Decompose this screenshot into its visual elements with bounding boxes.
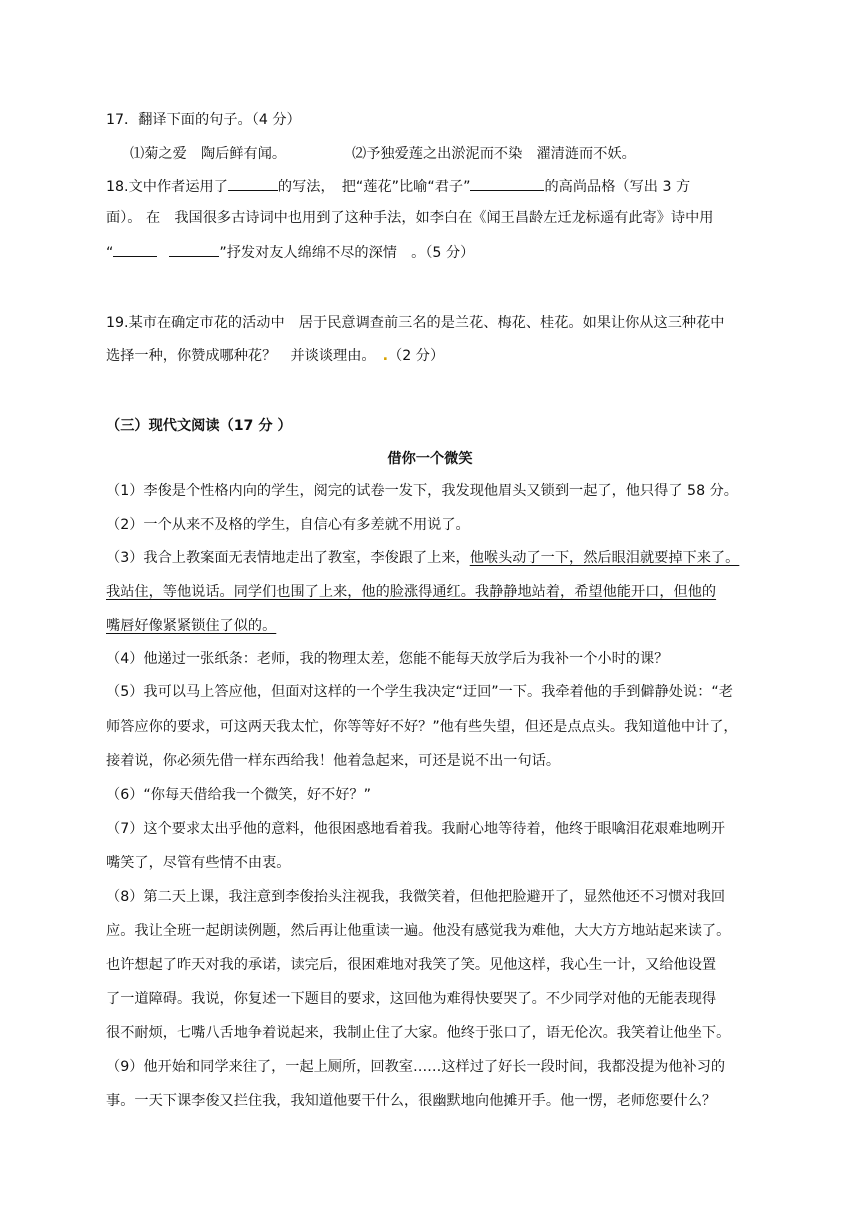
paragraph-7-line-1: （7）这个要求太出乎他的意料，他很困惑地看着我。我耐心地等待着，他终于眼噙泪花艰难地咧开 (106, 821, 726, 837)
question-18-line-1 (106, 176, 690, 197)
paragraph-4: （4）他递过一张纸条：老师，我的物理太差，您能不能每天放学后为我补一个小时的课？ (106, 651, 669, 667)
stray-mark: . (382, 348, 389, 364)
answer-blank-quality[interactable] (470, 176, 544, 191)
question-19-line-1: 19.某市在确定市花的活动中 居于民意调查前三名的是兰花、梅花、桂花。如果让你从这三种花中 (106, 315, 725, 331)
paragraph-8-line-4: 了一道障碍。我说，你复述一下题目的要求，这回他为难得快要哭了。不少同学对他的无能表现得 (106, 991, 717, 1007)
question-18-line-2: 面）。 在 我国很多古诗词中也用到了这种手法，如李白在《闻王昌龄左迁龙标遥有此寄》诗中用 (106, 210, 714, 226)
question-17-sentence-2: ⑵予独爱莲之出淤泥而不染 濯清涟而不妖。 (352, 146, 636, 162)
paragraph-3-text: （3）我合上教案面无表情地走出了教室，李俊跟了上来， (106, 550, 470, 566)
answer-blank-poem-line-1[interactable] (113, 242, 157, 257)
paragraph-1: （1）李俊是个性格内向的学生，阅完的试卷一发下，我发现他眉头又锁到一起了，他只得了 58 分。 (106, 483, 738, 499)
question-18-text-c: 的高尚品格（写出 3 方 (544, 179, 691, 195)
paragraph-6: （6）“你每天借给我一个微笑，好不好？” (106, 787, 371, 803)
paragraph-9-line-2: 事。一天下课李俊又拦住我，我知道他要干什么，很幽默地向他摊开手。他一愣，老师您要什么？ (106, 1093, 717, 1109)
paragraph-2: （2）一个从来不及格的学生，自信心有多差就不用说了。 (106, 517, 470, 533)
paragraph-8-line-2: 应。我让全班一起朗读例题，然后再让他重读一遍。他没有感觉我为难他，大大方方地站起来读了。 (106, 923, 731, 939)
paragraph-5-line-2: 师答应你的要求，可这两天我太忙，你等等好不好？”他有些失望，但还是点点头。我知道他中计了， (106, 719, 738, 735)
paragraph-8-line-5: 很不耐烦，七嘴八舌地争着说起来，我制止住了大家。他终于张口了，语无伦次。我笑着让他坐下。 (106, 1025, 731, 1041)
question-18-open-quote: “ (106, 245, 114, 261)
question-19-line-2 (106, 346, 444, 366)
paragraph-7-line-2: 嘴笑了，尽管有些情不由衷。 (106, 855, 291, 871)
answer-blank-poem-line-2[interactable] (169, 242, 219, 257)
paragraph-9-line-1: （9）他开始和同学来往了，一起上厕所，回教室……这样过了好长一段时间，我都没提为他补习的 (106, 1059, 726, 1075)
paragraph-8-line-1: （8）第二天上课，我注意到李俊抬头注视我，我微笑着，但他把脸避开了，显然他还不习惯对我回 (106, 889, 726, 905)
question-17-sentence-1: ⑴菊之爱 陶后鲜有闻。 (130, 146, 287, 162)
paragraph-3-line-1 (106, 548, 739, 568)
question-18-line-3 (106, 242, 474, 263)
paragraph-3-line-2: 我站住，等他说话。同学们也围了上来，他的脸涨得通红。我静静地站着，希望他能开口，但他的 (106, 584, 717, 600)
question-19-text-a: 选择一种，你赞成哪种花？ 并谈谈理由。 (106, 348, 383, 364)
answer-blank-method[interactable] (228, 176, 278, 191)
section-heading: （三）现代文阅读（17 分 ） (106, 418, 292, 434)
passage-title: 借你一个微笑 (387, 451, 473, 467)
paragraph-5-line-3: 接着说，你必须先借一样东西给我！他着急起来，可还是说不出一句话。 (106, 753, 561, 769)
question-18-text-b: 的写法， 把“莲花”比喻“君子” (277, 179, 471, 195)
question-17-title: 17．翻译下面的句子。（4 分） (106, 112, 301, 128)
paragraph-3-line-3: 嘴唇好像紧紧锁住了似的。 (106, 618, 277, 634)
question-19-text-b: （2 分） (388, 348, 445, 364)
question-18-text-d: ”抒发对友人绵绵不尽的深情 。（5 分） (219, 245, 475, 261)
paragraph-5-line-1: （5）我可以马上答应他，但面对这样的一个学生我决定“迂回”一下。我牵着他的手到僻静处说：“老 (106, 684, 733, 700)
paragraph-8-line-3: 也许想起了昨天对我的承诺，读完后，很困难地对我笑了笑。见他这样，我心生一计，又给他设置 (106, 957, 717, 973)
paragraph-3-underlined: 他喉头动了一下，然后眼泪就要掉下来了。 (469, 550, 740, 566)
question-18-text-a: 18.文中作者运用了 (106, 179, 228, 195)
